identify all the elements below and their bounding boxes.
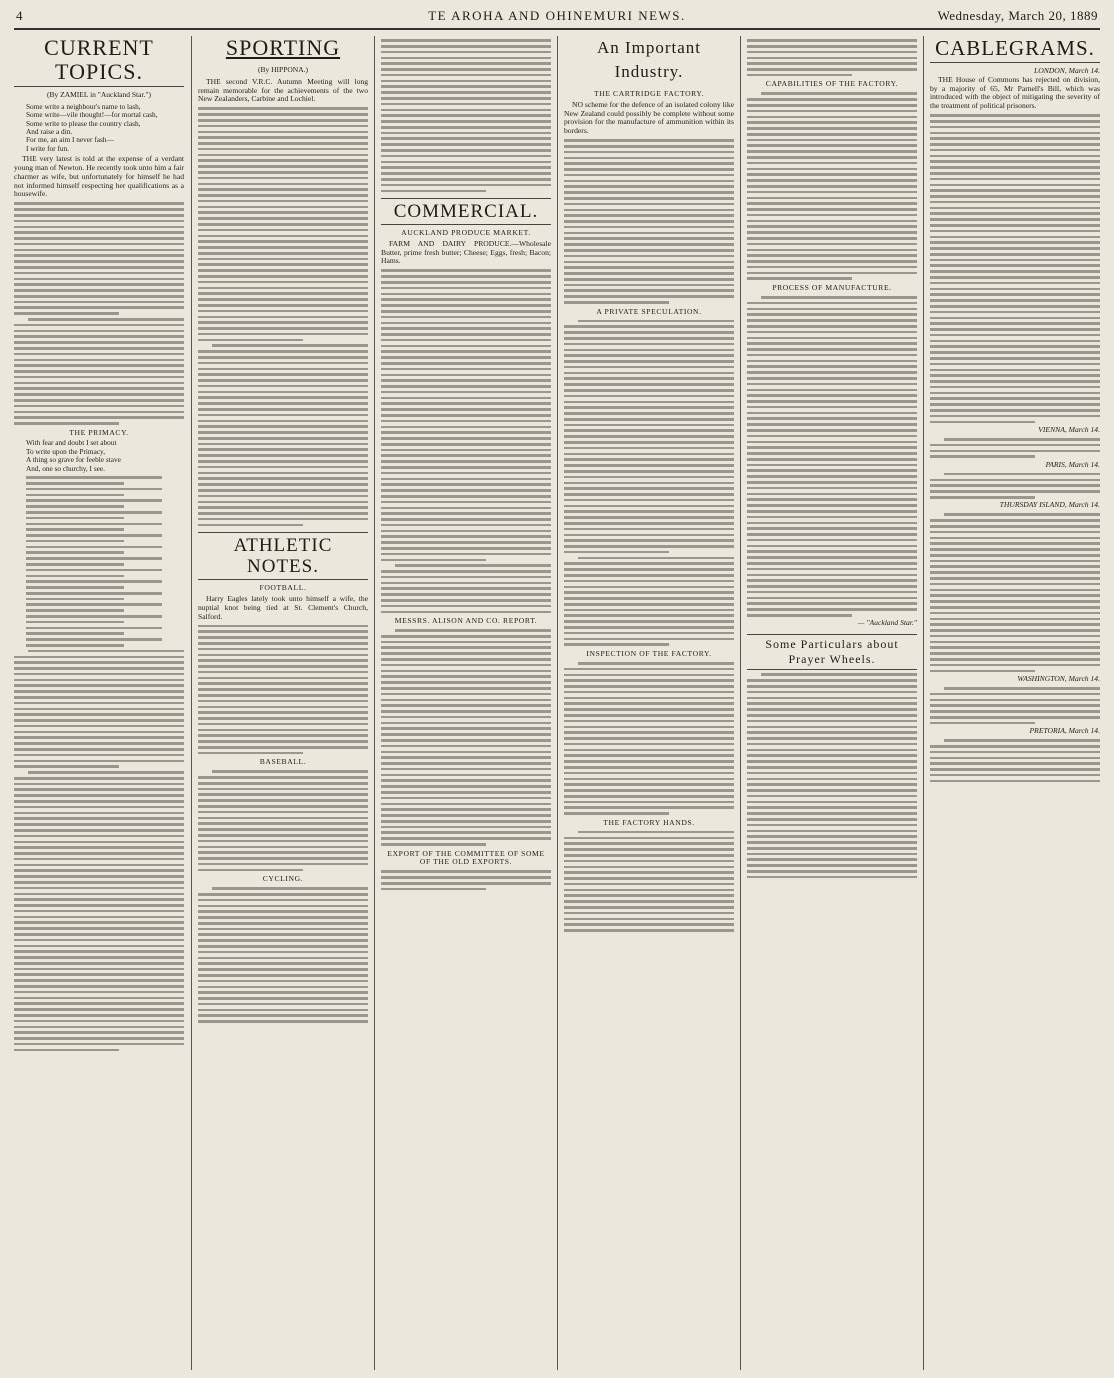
column-rule [374,36,375,1370]
dateline-pretoria: PRETORIA, March 14. [1029,726,1100,736]
column-rule [740,36,741,1370]
column-industry [564,36,734,1370]
section-title: CURRENT TOPICS. [14,36,184,87]
subheading-cattle: MESSRS. ALISON AND CO. REPORT. [394,616,538,626]
private-text [564,320,734,646]
subheading-private: A PRIVATE SPECULATION. [596,306,702,316]
byline: (By ZAMIEL in "Auckland Star.") [47,90,151,99]
pretoria-text [930,739,1100,782]
subheading-football: FOOTBALL. [259,583,307,593]
cattle-text [381,629,551,846]
hands-text [564,831,734,932]
column-rule [923,36,924,1370]
poem: With fear and doubt I set about To write upon the Primacy, A thing so grave for feeble stave And, one so churchy, I see. [26,438,121,473]
body-text [381,39,551,192]
column-current-topics [14,36,184,1370]
section-title: An Important Industry. [596,38,702,81]
subheading-exports: EXPORT OF THE COMMITTEE OF SOME OF THE OLD EXPORTS. [387,848,545,867]
column-sporting [198,36,368,1370]
article-lead: NO scheme for the defence of an isolated colony like New Zealand could possibly be complete without some provision for the manufacture of ammunition within its borders. [564,99,734,136]
page-header [14,4,1100,30]
subheading-market: AUCKLAND PRODUCE MARKET. [401,228,531,238]
subheading: THE PRIMACY. [69,427,129,437]
body-text-2 [14,650,184,1052]
washington-text [930,687,1100,724]
subheading-capabilities: CAPABILITIES OF THE FACTORY. [765,79,899,89]
dateline-paris: PARIS, March 14. [1045,459,1100,469]
vienna-text [930,438,1100,458]
dateline: — "Auckland Star." [857,618,917,628]
process-text [747,296,917,617]
subheading: THE CARTRIDGE FACTORY. [594,89,704,98]
body-text [747,39,917,76]
section-title: CABLEGRAMS. [930,36,1100,63]
section-title: SPORTING [225,36,341,60]
column-rule [557,36,558,1370]
exports-text [381,870,551,890]
cycling-text [198,887,368,1023]
column-industry-cont [747,36,917,1370]
body-text [564,139,734,303]
subheading-hands: THE FACTORY HANDS. [603,817,695,827]
column-rule [191,36,192,1370]
section-title-commercial: COMMERCIAL. [381,198,551,225]
dateline-washington: WASHINGTON, March 14. [1017,674,1100,684]
section-title-athletics: ATHLETIC NOTES. [198,532,368,580]
dateline-london: LONDON, March 14. [1034,66,1100,75]
column-commercial [381,36,551,1370]
page-number: 4 [16,8,23,23]
byline: (By HIPPONA.) [257,65,308,74]
dateline-thursday-island: THURSDAY ISLAND, March 14. [999,500,1100,510]
capabilities-text [747,92,917,280]
paris-text [930,473,1100,499]
football-lead: Harry Eagles lately took unto himself a wife, the nuptial knot being tied at St. Clement's Church, Salford. [198,594,368,621]
market-text [381,269,551,613]
article-lead: THE House of Commons has rejected on division, by a majority of 65, Mr Parnell's Bill, which was introduced with the object of mitigating the severity of the treatment of political prisoners. [930,74,1100,111]
body-text [930,114,1100,423]
issue-date: Wednesday, March 20, 1889 [937,8,1098,23]
article-lead: THE second V.R.C. Autumn Meeting will long remain memorable for the achievements of the two New Zealanders, Carbine and Lochiel. [198,76,368,104]
dateline-vienna: VIENNA, March 14. [1038,425,1100,435]
football-text [198,625,368,755]
prayer-wheels-text [747,673,917,878]
body-text [14,202,184,424]
subheading-baseball: BASEBALL. [259,757,307,767]
subheading-cycling: CYCLING. [262,874,304,884]
baseball-text [198,770,368,871]
body-text [198,107,368,526]
column-cablegrams [930,36,1100,1370]
subheading-process: PROCESS OF MANUFACTURE. [772,283,892,293]
market-lead: FARM AND DAIRY PRODUCE.—Wholesale Butter, prime fresh butter; Cheese; Eggs, fresh; Bacon; Hams. [381,238,551,266]
thursday-island-text [930,513,1100,672]
masthead: TE AROHA AND OHINEMURI NEWS. [428,8,686,23]
inspection-text [564,662,734,815]
section-title-prayer-wheels: Some Particulars about Prayer Wheels. [747,634,917,670]
poem-lines [14,476,184,646]
epigraph: Some write a neighbour's name to lash, Some write—vile thought!—for mortal cash, Some write to please the country clash, And raise a din. For me, an aim I never fash— I write for fun. [26,101,158,153]
article-lead: THE very latest is told at the expense of a verdant young man of Newton. He recently took unto him a fair charmer as wife, but unfortunately for himself he had not informed himself respecting her qualifications as a housewife. [14,154,184,199]
subheading-inspection: INSPECTION OF THE FACTORY. [586,648,712,658]
